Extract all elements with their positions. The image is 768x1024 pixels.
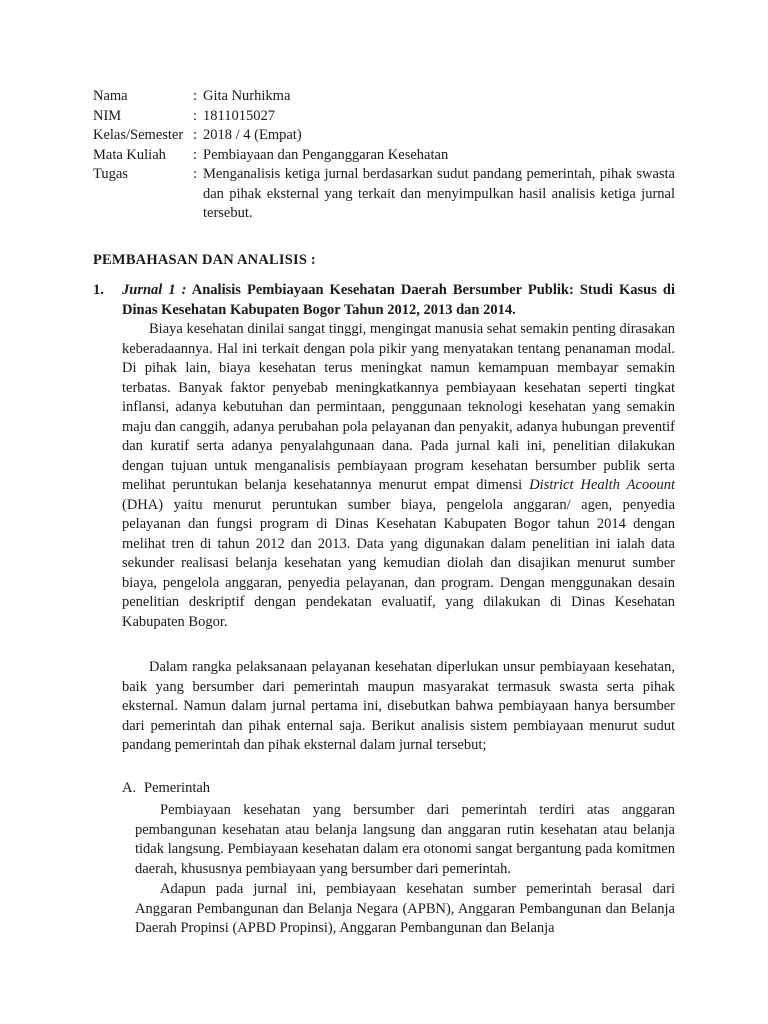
- paragraph-text: Biaya kesehatan dinilai sangat tinggi, mengingat manusia sehat semakin penting dirasakan keberadaannya. Hal ini terkait dengan pola pikir yang menyatakan tentang penanaman modal. Di pihak lain, biaya kesehatan terus meningkat namun kemampuan membayar semakin terbatas. Banyak faktor penyebab meningkatkannya pembiayaan kesehatan seperti tingkat inflansi, adanya kebutuhan dan permintaan, penggunaan teknologi kesehatan yang semakin maju dan canggih, adanya perubahan pola pelayanan dan penyakit, adanya hubungan preventif dan kuratif serta adanya penyalahgunaan dana. Pada jurnal kali ini, penelitian dilakukan dengan tujuan untuk menganalisis pembiayaan program kesehatan bersumber publik serta melihat peruntukan belanja kesehatannya menurut empat dimensi: [122, 321, 675, 493]
- identity-colon: :: [193, 166, 198, 182]
- identity-row-mata-kuliah: [93, 146, 675, 166]
- jurnal-number: 1.: [93, 282, 104, 298]
- jurnal-1-paragraph-1: [122, 320, 675, 632]
- jurnal-1-heading: [93, 281, 675, 320]
- paragraph: Pembiayaan kesehatan yang bersumber dari pemerintah terdiri atas anggaran pembangunan kesehatan atau belanja langsung dan anggaran rutin kesehatan atau belanja tidak langsung. Pembiayaan kesehatan dalam era otonomi sangat bergantung pada komitmen daerah, khususnya pembiayaan yang bersumber dari pemerintah.: [135, 802, 675, 877]
- subsection-a-paragraph-1: [135, 801, 675, 879]
- subsection-letter: A.: [122, 780, 137, 796]
- identity-colon: :: [193, 88, 198, 104]
- paragraph: [122, 320, 675, 632]
- identity-value: 1811015027: [203, 107, 275, 124]
- paragraph: Dalam rangka pelaksanaan pelayanan kesehatan diperlukan unsur pembiayaan kesehatan, baik yang bersumber dari pemerintah maupun masyarakat termasuk swasta serta pihak eksternal. Namun dalam jurnal pertama ini, disebutkan bahwa pembiayaan hanya bersumber dari pemerintah dan pihak enternal saja. Berikut analisis sistem pembiayaan menurut sudut pandang pemerintah dan pihak eksternal dalam jurnal tersebut;: [122, 659, 675, 753]
- identity-row-tugas: [93, 165, 675, 224]
- subsection-a-heading: [122, 779, 210, 799]
- identity-row-nama: [93, 87, 675, 107]
- identity-label: NIM: [93, 107, 122, 124]
- identity-colon: :: [193, 127, 198, 143]
- paragraph: Adapun pada jurnal ini, pembiayaan kesehatan sumber pemerintah berasal dari Anggaran Pembangunan dan Belanja Negara (APBN), Anggaran Pembangunan dan Belanja Daerah Propinsi (APBD Propinsi), Anggaran Pembangunan dan Belanja: [135, 881, 675, 936]
- section-heading: PEMBAHASAN DAN ANALISIS :: [93, 252, 316, 268]
- identity-label: Kelas/Semester: [93, 127, 184, 143]
- jurnal-title-prefix: Jurnal 1 :: [122, 282, 187, 298]
- identity-row-kelas: [93, 126, 675, 146]
- jurnal-1-paragraph-2: [122, 658, 675, 756]
- identity-value: Pembiayaan dan Penganggaran Kesehatan: [203, 146, 449, 163]
- identity-value: 2018 / 4 (Empat): [203, 127, 302, 143]
- identity-colon: :: [193, 107, 198, 124]
- identity-block: [93, 87, 675, 224]
- identity-colon: :: [193, 146, 198, 163]
- jurnal-title: [122, 281, 675, 320]
- paragraph-text: (DHA) yaitu menurut peruntukan sumber biaya, pengelola anggaran/ agen, penyedia pelayanan dan fungsi program di Dinas Kesehatan Kabupaten Bogor tahun 2014 dengan melihat tren di tahun 2012 dan 2013. Data yang digunakan dalam penelitian ini ialah data sekunder realisasi belanja kesehatan yang kemudian diolah dan disajikan menurut sumber biaya, pengelola anggaran, penyedia pelayanan, dan program. Dengan menggunakan desain penelitian deskriptif dengan pendekatan evaluatif, yang dilakukan di Dinas Kesehatan Kabupaten Bogor.: [122, 496, 675, 630]
- italic-term: District Health Acoount: [529, 477, 675, 493]
- identity-label: Nama: [93, 88, 128, 104]
- subsection-title: Pemerintah: [144, 780, 211, 796]
- identity-value: Gita Nurhikma: [203, 88, 291, 104]
- identity-label: Mata Kuliah: [93, 146, 166, 163]
- identity-value: Menganalisis ketiga jurnal berdasarkan sudut pandang pemerintah, pihak swasta dan pihak eksternal yang terkait dan menyimpulkan hasil analisis ketiga jurnal tersebut.: [203, 166, 675, 221]
- identity-label: Tugas: [93, 166, 128, 182]
- subsection-a-paragraph-2: [135, 880, 675, 939]
- jurnal-title-text: Analisis Pembiayaan Kesehatan Daerah Bersumber Publik: Studi Kasus di Dinas Kesehatan Kabupaten Bogor Tahun 2012, 2013 dan 2014.: [122, 282, 675, 318]
- identity-row-nim: [93, 107, 675, 127]
